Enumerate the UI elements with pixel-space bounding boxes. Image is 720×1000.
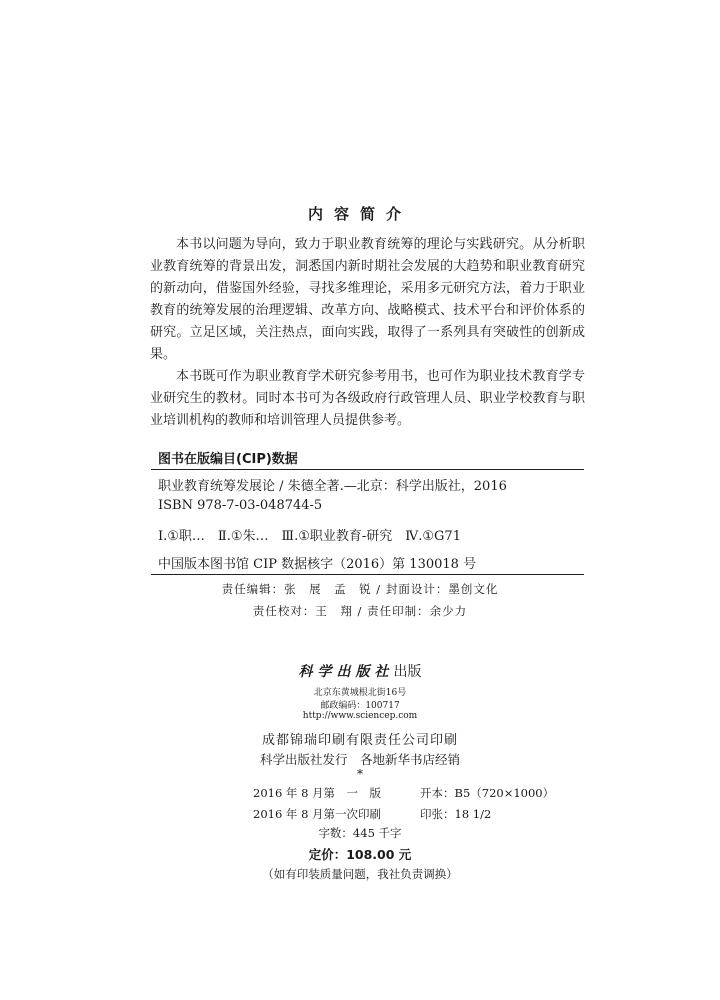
summary-paragraph-1: 本书以问题为导向，致力于职业教育统筹的理论与实践研究。从分析职业教育统筹的背景出发，洞悉国内新时期社会发展的大趋势和职业教育研究的新动向，借鉴国外经验，寻找多维理论，采用多元研究方法，着力于职业教育的统筹发展的治理逻辑、改革方向、战略模式、技术平台和评价体系的研究。立足区域，关注热点，面向实践，取得了一系列具有突破性的创新成果。 [150, 237, 585, 362]
price: 定价：108.00 元 [308, 847, 412, 862]
summary-paragraph-2: 本书既可作为职业教育学术研究参考用书，也可作为职业技术教育学专业研究生的教材。同时本书可为各级政府行政管理人员、职业学校教育与职业培训机构的教师和培训管理人员提供参考。 [150, 369, 585, 428]
quality-note: （如有印装质量问题，我社负责调换） [262, 867, 458, 881]
printer: 成都锦瑞印刷有限责任公司印刷 [261, 733, 458, 748]
publisher-website: http://www.sciencep.com [302, 711, 418, 721]
credits-proofing: 责任校对：王 翔 / 责任印制：余少力 [252, 604, 468, 618]
printing-row [253, 806, 491, 822]
edition-row [253, 785, 554, 801]
cip-isbn: ISBN 978-7-03-048744-5 [158, 498, 323, 513]
credits-editors: 责任编辑：张 展 孟 锐 / 封面设计：墨创文化 [221, 582, 499, 596]
separator-star: * [357, 767, 363, 781]
cip-heading: 图书在版编目(CIP)数据 [158, 452, 298, 467]
cip-classification: Ⅰ.①职… Ⅱ.①朱… Ⅲ.①职业教育-研究 Ⅳ.①G71 [158, 529, 461, 544]
publisher-logo-text: 科学出版社 [298, 664, 394, 680]
publisher-suffix: 出版 [393, 664, 422, 680]
sheets: 印张：18 1/2 [420, 807, 492, 821]
publisher-postcode: 邮政编码：100717 [320, 701, 400, 711]
distribution: 科学出版社发行 各地新华书店经销 [259, 752, 460, 767]
cip-record: 职业教育统筹发展论 / 朱德全著.—北京：科学出版社，2016 [158, 479, 507, 494]
publisher-name [0, 661, 720, 681]
printing: 2016 年 8 月第一次印刷 [253, 807, 382, 821]
format: 开本：B5（720×1000） [420, 786, 555, 800]
publisher-address: 北京东黄城根北街16号 [313, 688, 407, 698]
edition: 2016 年 8 月第 一 版 [253, 786, 382, 800]
cip-top-rule [151, 469, 584, 470]
word-count: 字数：445 千字 [318, 826, 402, 840]
cip-number: 中国版本图书馆 CIP 数据核字（2016）第 130018 号 [158, 557, 477, 572]
summary-body [150, 234, 585, 432]
cip-bottom-rule [151, 574, 584, 575]
summary-title: 内容简介 [307, 205, 412, 223]
